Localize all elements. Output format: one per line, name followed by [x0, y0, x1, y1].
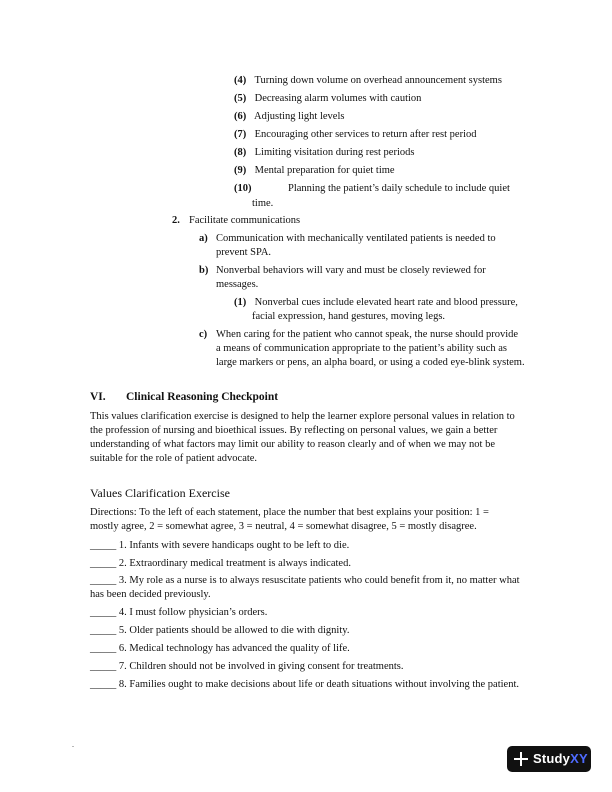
paragraph-line: mostly agree, 2 = somewhat agree, 3 = neutral, 4 = somewhat disagree, 5 = mostly disagree. — [90, 521, 477, 532]
studyxy-logo[interactable] — [507, 746, 591, 772]
list-number: (1) — [234, 297, 247, 308]
list-text: Nonverbal cues include elevated heart rate and blood pressure, — [254, 297, 518, 308]
list-text: Nonverbal behaviors will vary and must be closely reviewed for — [216, 265, 486, 276]
logo-text-main: Study — [533, 751, 571, 766]
list-item — [199, 264, 549, 278]
list-text-continuation: a means of communication appropriate to the patient’s ability such as — [216, 343, 508, 354]
footer-dot: . — [72, 740, 74, 749]
statement-text: _____ 3. My role as a nurse is to always resuscitate patients who could benefit from it, no matter what — [90, 575, 520, 586]
paragraph-line: Directions: To the left of each statement, place the number that best explains your position: 1 = — [90, 507, 489, 518]
section-heading — [90, 390, 278, 404]
paragraph-line: This values clarification exercise is designed to help the learner explore personal values in relation to — [90, 411, 515, 422]
list-number: (4) — [234, 75, 247, 86]
list-item — [199, 328, 559, 342]
statement-text: _____ 5. Older patients should be allowed to die with dignity. — [90, 625, 350, 636]
list-number: (6) — [234, 111, 247, 122]
intro-paragraph — [90, 410, 540, 466]
list-text-continuation: large markers or pens, an alpha board, or using a coded eye-blink system. — [216, 357, 525, 368]
list-text: Adjusting light levels — [254, 111, 345, 122]
logo-text — [533, 752, 588, 766]
list-text: Facilitate communications — [189, 215, 301, 226]
statement-text: _____ 6. Medical technology has advanced the quality of life. — [90, 643, 350, 654]
statement-text: _____ 7. Children should not be involved in giving consent for treatments. — [90, 661, 404, 672]
list-text-continuation: facial expression, hand gestures, moving legs. — [252, 311, 446, 322]
list-item — [234, 128, 554, 142]
statement-text: _____ 2. Extraordinary medical treatment is always indicated. — [90, 558, 351, 569]
list-text: Planning the patient’s daily schedule to include quiet — [288, 183, 510, 194]
statement-item — [90, 642, 540, 656]
list-item — [234, 110, 554, 124]
logo-text-accent: XY — [570, 751, 588, 766]
list-text: Limiting visitation during rest periods — [254, 147, 415, 158]
list-text: Communication with mechanically ventilated patients is needed to — [216, 233, 496, 244]
statement-item — [90, 539, 540, 553]
list-number: (8) — [234, 147, 247, 158]
statement-item — [90, 574, 540, 602]
exercise-title: Values Clarification Exercise — [90, 486, 230, 500]
list-item — [234, 296, 554, 310]
list-number: b) — [199, 265, 209, 276]
plus-icon — [514, 752, 528, 766]
list-text-continuation: time. — [252, 198, 274, 209]
section-title: Clinical Reasoning Checkpoint — [126, 391, 279, 403]
list-text: When caring for the patient who cannot speak, the nurse should provide — [216, 329, 519, 340]
section-number: VI. — [90, 391, 106, 403]
statement-text: _____ 4. I must follow physician’s orders. — [90, 607, 268, 618]
list-number: 2. — [172, 215, 180, 226]
paragraph-line: the profession of nursing and bioethical issues. By reflecting on personal values, we gain a better — [90, 425, 498, 436]
list-number: (7) — [234, 129, 247, 140]
statement-text: _____ 8. Families ought to make decisions about life or death situations without involving the patient. — [90, 679, 519, 690]
list-item — [234, 146, 554, 160]
list-text-continuation: messages. — [216, 279, 259, 290]
list-number: (5) — [234, 93, 247, 104]
directions-paragraph — [90, 506, 540, 534]
list-item — [234, 92, 554, 106]
paragraph-line: suitable for the role of patient advocate. — [90, 453, 258, 464]
list-number: (9) — [234, 165, 247, 176]
list-number: a) — [199, 233, 208, 244]
list-number: c) — [199, 329, 208, 340]
paragraph-line: understanding of what factors may limit our ability to reason clearly and of when we may not be — [90, 439, 496, 450]
list-item — [234, 74, 554, 88]
statement-item — [90, 660, 540, 674]
list-item — [234, 164, 554, 178]
list-text: Turning down volume on overhead announcement systems — [254, 75, 502, 86]
list-text-continuation: prevent SPA. — [216, 247, 272, 258]
statement-item — [90, 557, 540, 571]
statement-text: _____ 1. Infants with severe handicaps ought to be left to die. — [90, 540, 350, 551]
list-text: Encouraging other services to return after rest period — [254, 129, 477, 140]
statement-item — [90, 606, 540, 620]
list-text: Decreasing alarm volumes with caution — [254, 93, 422, 104]
list-item — [172, 214, 300, 228]
statement-item — [90, 624, 540, 638]
list-item — [199, 232, 549, 246]
statement-item — [90, 678, 540, 692]
list-number: (10) — [234, 183, 252, 194]
list-item — [234, 182, 554, 196]
statement-text-continuation: has been decided previously. — [90, 589, 211, 600]
list-text: Mental preparation for quiet time — [254, 165, 395, 176]
